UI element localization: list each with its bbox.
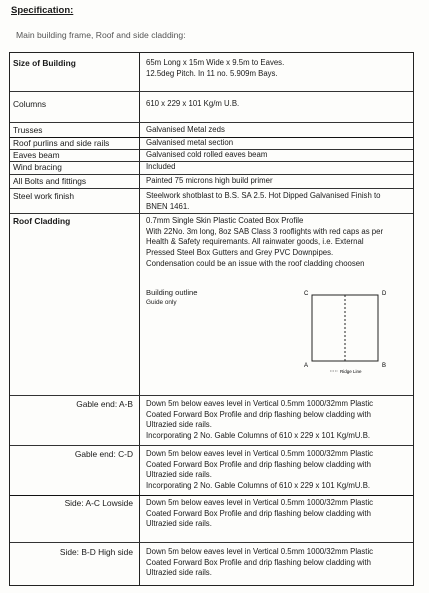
value-line: Down 5m below eaves level in Vertical 0.5mm 1000/32mm Plastic <box>146 547 374 556</box>
value-line: Down 5m below eaves level in Vertical 0.5mm 1000/32mm Plastic <box>146 498 374 507</box>
value-line: Ultrazied side rails. <box>146 420 212 430</box>
building-outline-diagram <box>302 289 394 375</box>
row-label: Roof purlins and side rails <box>13 138 110 148</box>
table-row <box>10 188 413 214</box>
corner-a-label: A <box>304 363 309 369</box>
row-value <box>146 547 411 579</box>
value-line: Condensation could be an issue with the roof cladding choosen <box>146 258 365 268</box>
table-row <box>10 542 413 588</box>
row-value <box>146 150 411 161</box>
table-row <box>10 495 413 543</box>
value-line: Incorporating 2 No. Gable Columns of 610 x 229 x 101 Kg/mU.B. <box>146 481 371 491</box>
row-label: Side: B-D High side <box>59 547 133 557</box>
value-line: Ultrazied side rails. <box>146 470 212 480</box>
corner-d-label: D <box>382 291 387 297</box>
value-line: Galvanised metal section <box>146 138 234 147</box>
value-line: Steelwork shotblast to B.S. SA 2.5. Hot Dipped Galvanised Finish to <box>146 191 381 200</box>
value-line: 0.7mm Single Skin Plastic Coated Box Profile <box>146 216 304 225</box>
row-label: Size of Building <box>13 58 76 68</box>
row-value <box>146 216 411 270</box>
row-value <box>146 191 411 212</box>
value-line: With 22No. 3m long, 8oz SAB Class 3 rooflights with red caps as per <box>146 226 384 236</box>
diagram-subtitle: Guide only <box>146 299 177 306</box>
row-label: Gable end: C-D <box>74 449 133 459</box>
value-line: Galvanised Metal zeds <box>146 125 225 134</box>
corner-c-label: C <box>304 291 309 297</box>
value-line: Down 5m below eaves level in Vertical 0.5mm 1000/32mm Plastic <box>146 449 374 458</box>
ridge-legend-label: Ridge Line <box>340 369 362 374</box>
page-heading: Specification: <box>11 5 74 16</box>
table-row <box>10 395 413 446</box>
row-value <box>146 138 411 149</box>
row-label: Steel work finish <box>13 191 74 201</box>
value-line: Incorporating 2 No. Gable Columns of 610 x 229 x 101 Kg/mU.B. <box>146 431 371 441</box>
row-value <box>146 99 411 110</box>
row-label: Roof Cladding <box>13 216 71 226</box>
value-line: 610 x 229 x 101 Kg/m U.B. <box>146 99 240 108</box>
table-row <box>10 161 413 175</box>
row-value <box>146 449 411 492</box>
table-row <box>10 445 413 496</box>
value-line: Coated Forward Box Profile and drip flashing below cladding with <box>146 508 371 518</box>
value-line: Ultrazied side rails. <box>146 568 212 578</box>
row-label: All Bolts and fittings <box>13 176 87 186</box>
specification-table <box>9 52 414 586</box>
value-line: Coated Forward Box Profile and drip flashing below cladding with <box>146 557 371 567</box>
table-row <box>10 174 413 189</box>
diagram-title: Building outline <box>146 288 198 297</box>
page-subheading: Main building frame, Roof and side cladding: <box>16 30 186 40</box>
corner-b-label: B <box>382 363 387 369</box>
row-label: Side: A-C Lowside <box>64 498 133 508</box>
value-line: BNEN 1461. <box>146 201 190 211</box>
value-line: Pressed Steel Box Gutters and Grey PVC Downpipes. <box>146 248 334 258</box>
row-value <box>146 399 411 442</box>
row-label: Columns <box>13 99 47 109</box>
row-value <box>146 162 411 173</box>
value-line: 65m Long x 15m Wide x 9.5m to Eaves. <box>146 58 285 67</box>
row-label: Eaves beam <box>13 150 60 160</box>
value-line: Coated Forward Box Profile and drip flashing below cladding with <box>146 409 371 419</box>
row-value <box>146 125 411 136</box>
row-label: Gable end: A-B <box>76 399 133 409</box>
value-line: Down 5m below eaves level in Vertical 0.5mm 1000/32mm Plastic <box>146 399 374 408</box>
value-line: 12.5deg Pitch. In 11 no. 5.909m Bays. <box>146 68 278 78</box>
row-value <box>146 176 411 187</box>
value-line: Health & Safety requiremants. All rainwater goods, i.e. External <box>146 237 364 247</box>
row-value <box>146 498 411 530</box>
table-row <box>10 122 413 138</box>
value-line: Included <box>146 162 176 171</box>
row-value <box>146 58 411 79</box>
row-label: Wind bracing <box>13 162 62 172</box>
table-row <box>10 53 413 91</box>
value-line: Coated Forward Box Profile and drip flashing below cladding with <box>146 459 371 469</box>
row-label: Trusses <box>13 125 43 135</box>
value-line: Painted 75 microns high build primer <box>146 176 273 185</box>
table-row <box>10 91 413 123</box>
value-line: Galvanised cold rolled eaves beam <box>146 150 268 159</box>
value-line: Ultrazied side rails. <box>146 519 212 529</box>
